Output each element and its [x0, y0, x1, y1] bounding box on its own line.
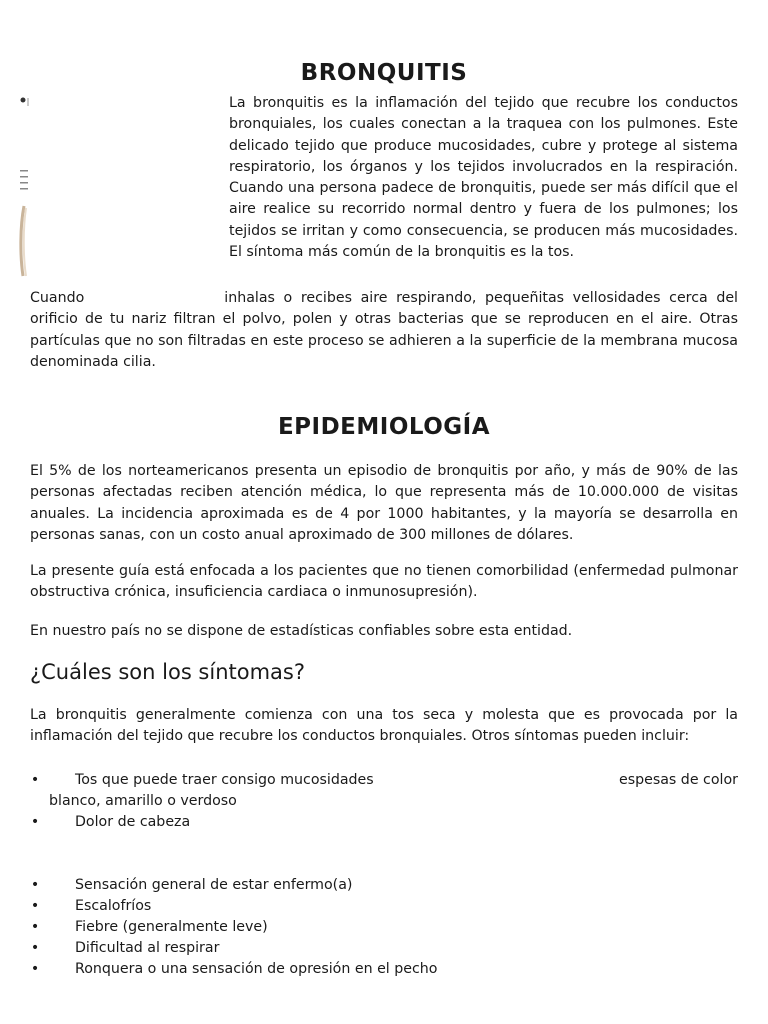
symptom-2: Dolor de cabeza: [75, 814, 191, 830]
list-item: [30, 917, 738, 938]
bullet-dot: •: [30, 877, 40, 893]
bullet-dot: •: [30, 898, 40, 914]
symptoms-intro: La bronquitis generalmente comienza con una tos seca y molesta que es provocada por la inflamación del tejido que recubre los conductos bronquiales. Otros síntomas pueden incluir:: [30, 707, 738, 745]
epidemiology-paragraph-1: El 5% de los norteamericanos presenta un episodio de bronquitis por año, y más de 90% de las personas afectadas reciben atención médica, lo que representa más de 10.000.000 de visitas anuales. La incidencia aproximada es de 4 por 1000 habitantes, y la mayoría se desarrolla en personas sanas, con un costo anual aproximado de 300 millones de dólares.: [30, 463, 738, 543]
symptoms-heading: ¿Cuáles son los síntomas?: [30, 660, 306, 684]
bullet-dot: •: [30, 961, 40, 977]
bullet-dot: •: [30, 940, 40, 956]
list-item: [30, 959, 738, 980]
list-item: [30, 938, 738, 959]
title-bronquitis: BRONQUITIS: [300, 60, 468, 86]
cuando-word: Cuando: [30, 290, 85, 306]
list-item: [30, 812, 738, 833]
bronchi-illustration: [18, 96, 44, 280]
list-item: [30, 875, 738, 896]
epidemiology-paragraph-3: En nuestro país no se dispone de estadísticas confiables sobre esta entidad.: [30, 623, 573, 639]
symptom-breathing-difficulty: Dificultad al respirar: [75, 940, 220, 956]
epidemiology-paragraph-2: La presente guía está enfocada a los pacientes que no tienen comorbilidad (enfermedad pulmonar obstructiva crónica, insuficiencia cardiaca o inmunosupresión).: [30, 563, 738, 601]
bullet-dot: •: [30, 772, 40, 788]
title-epidemiologia: EPIDEMIOLOGÍA: [277, 414, 491, 440]
symptom-chills: Escalofríos: [75, 898, 152, 914]
symptom-general-malaise: Sensación general de estar enfermo(a): [75, 877, 353, 893]
symptom-1-part-b: espesas de color: [618, 772, 738, 788]
symptom-hoarseness: Ronquera o una sensación de opresión en el pecho: [75, 961, 438, 977]
symptom-1-part-c: blanco, amarillo o verdoso: [49, 793, 237, 809]
cuando-paragraph: [30, 288, 738, 373]
symptoms-list-1: [30, 770, 738, 833]
list-item: [30, 770, 738, 812]
bullet-dot: •: [30, 919, 40, 935]
cuando-rest: inhalas o recibes aire respirando, pequeñitas vellosidades cerca del orificio de tu nariz filtran el polvo, polen y otras bacterias que se reproducen en el aire. Otras partículas que no son filtradas en este proceso se adhieren a la superficie de la membrana mucosa denominada cilia.: [30, 290, 738, 370]
symptom-fever: Fiebre (generalmente leve): [75, 919, 268, 935]
symptoms-list-2: [30, 875, 738, 980]
bullet-dot: •: [30, 814, 40, 830]
intro-paragraph: La bronquitis es la inflamación del tejido que recubre los conductos bronquiales, los cuales conectan a la traquea con los pulmones. Este delicado tejido que produce mucosidades, cubre y protege al sistema respiratorio, los órganos y los tejidos involucrados en la respiración. Cuando una persona padece de bronquitis, puede ser más difícil que el aire realice su recorrido normal dentro y fuera de los pulmones; los tejidos se irritan y como consecuencia, se producen más mucosidades. El síntoma más común de la bronquitis es la tos.: [229, 95, 738, 261]
list-item: [30, 896, 738, 917]
symptom-1-part-a: Tos que puede traer consigo mucosidades: [75, 772, 374, 788]
